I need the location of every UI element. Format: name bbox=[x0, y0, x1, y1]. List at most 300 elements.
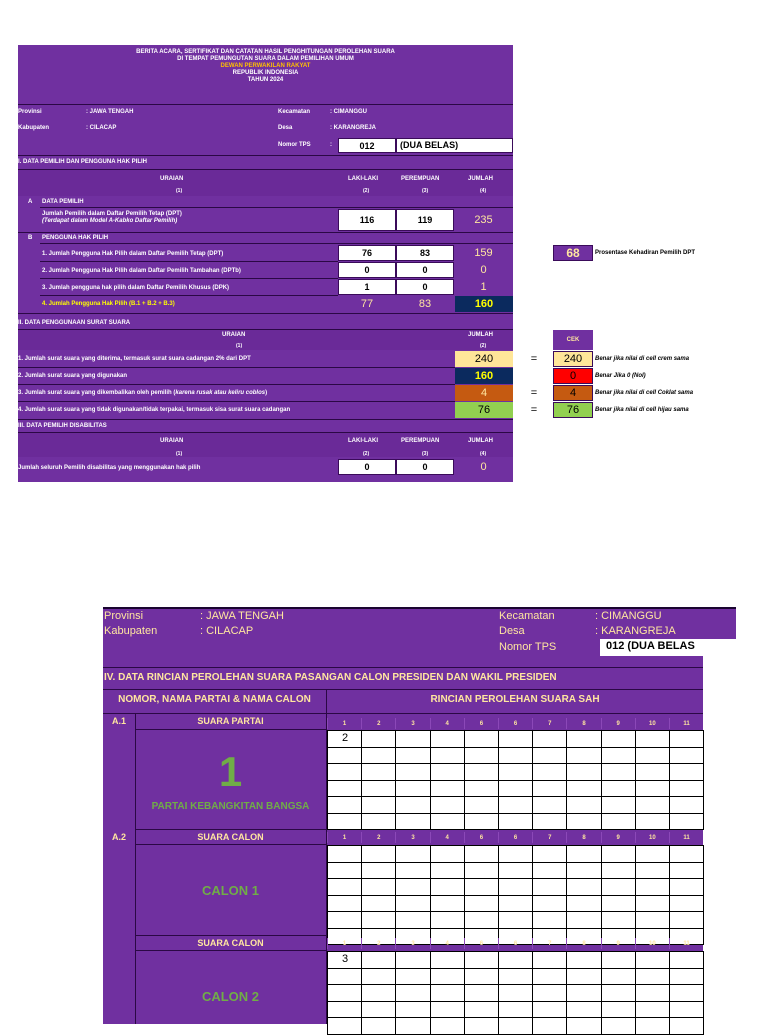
tally-cell[interactable] bbox=[601, 747, 636, 765]
tally-cell[interactable] bbox=[395, 951, 430, 969]
tally-cell[interactable] bbox=[566, 862, 601, 880]
tally-cell[interactable] bbox=[327, 878, 362, 896]
tps-label: Nomor TPS bbox=[278, 142, 311, 148]
col-jumlah-2: JUMLAH bbox=[468, 332, 493, 338]
col-perempuan-num-3: (3) bbox=[422, 451, 429, 457]
tally-cell[interactable] bbox=[430, 911, 465, 929]
col-uraian-2: URAIAN bbox=[222, 332, 246, 338]
col-perempuan: PEREMPUAN bbox=[401, 176, 440, 182]
tally-cell[interactable] bbox=[669, 780, 704, 798]
p2-kabupaten-label: Kabupaten bbox=[104, 625, 158, 637]
tally-column-header: 9 bbox=[601, 832, 635, 843]
provinsi-value: : JAWA TENGAH bbox=[86, 109, 134, 115]
tally-cell[interactable] bbox=[498, 813, 533, 831]
a2-code: A.2 bbox=[111, 832, 126, 842]
title-line-1: BERITA ACARA, SERTIFIKAT DAN CATATAN HASIL PENGHITUNGAN PEROLEHAN SUARA bbox=[136, 49, 395, 55]
tally-cell[interactable] bbox=[635, 796, 670, 814]
tally-cell[interactable] bbox=[566, 911, 601, 929]
tally-cell[interactable] bbox=[669, 984, 704, 1002]
tally-cell[interactable] bbox=[361, 763, 396, 781]
tally-cell[interactable] bbox=[361, 845, 396, 863]
tally-column-header: 3 bbox=[395, 832, 429, 843]
tally-cell[interactable] bbox=[669, 1001, 704, 1019]
tally-cell[interactable] bbox=[464, 1017, 499, 1035]
tally-cell[interactable] bbox=[464, 747, 499, 765]
tally-cell[interactable] bbox=[532, 984, 567, 1002]
tally-cell[interactable] bbox=[464, 780, 499, 798]
tally-cell[interactable] bbox=[430, 780, 465, 798]
tally-cell[interactable] bbox=[566, 813, 601, 831]
cek-header: CEK bbox=[553, 330, 593, 350]
tally-cell[interactable] bbox=[669, 895, 704, 913]
tally-cell[interactable] bbox=[566, 763, 601, 781]
tally-cell[interactable] bbox=[566, 845, 601, 863]
p2-kecamatan-value: : CIMANGGU bbox=[595, 610, 662, 622]
tally-cell[interactable] bbox=[532, 780, 567, 798]
tally-column-header: 8 bbox=[566, 832, 600, 843]
tally-column-header: 4 bbox=[430, 832, 464, 843]
tally-cell[interactable] bbox=[395, 984, 430, 1002]
col-uraian: URAIAN bbox=[160, 176, 184, 182]
a1-title: SUARA PARTAI bbox=[197, 716, 264, 726]
b2-perempuan: 0 bbox=[396, 262, 454, 278]
tally-cell[interactable] bbox=[566, 968, 601, 986]
tally-cell[interactable] bbox=[635, 845, 670, 863]
tally-cell[interactable] bbox=[532, 951, 567, 969]
tally-cell[interactable] bbox=[532, 796, 567, 814]
tally-cell[interactable] bbox=[327, 845, 362, 863]
section-1-title: I. DATA PEMILIH DAN PENGGUNA HAK PILIH bbox=[18, 159, 147, 165]
tally-cell[interactable] bbox=[601, 878, 636, 896]
d1-laki: 0 bbox=[338, 459, 396, 475]
tally-column-header: 1 bbox=[327, 832, 361, 843]
title-highlight: DEWAN PERWAKILAN RAKYAT bbox=[220, 63, 311, 69]
rule bbox=[40, 261, 338, 262]
tally-cell[interactable] bbox=[498, 951, 533, 969]
tally-cell[interactable] bbox=[464, 968, 499, 986]
a1-jumlah: 235 bbox=[474, 214, 493, 226]
calon-1-name: CALON 1 bbox=[201, 883, 260, 898]
col-header-bg bbox=[18, 170, 513, 196]
tally-cell[interactable] bbox=[601, 951, 636, 969]
tally-cell[interactable] bbox=[498, 968, 533, 986]
tally-cell[interactable] bbox=[566, 1001, 601, 1019]
p2-tps-label: Nomor TPS bbox=[499, 641, 557, 653]
tally-cell[interactable] bbox=[498, 1001, 533, 1019]
tally-cell[interactable] bbox=[566, 796, 601, 814]
tally-cell[interactable] bbox=[566, 984, 601, 1002]
rule bbox=[40, 243, 513, 244]
s1-label: 1. Jumlah surat suara yang diterima, termasuk surat suara cadangan 2% dari DPT bbox=[18, 356, 251, 362]
tally-cell[interactable] bbox=[635, 1017, 670, 1035]
rule bbox=[40, 207, 513, 208]
b1-laki: 76 bbox=[338, 245, 396, 261]
tally-cell[interactable] bbox=[395, 796, 430, 814]
tally-cell[interactable] bbox=[361, 796, 396, 814]
tally-cell[interactable] bbox=[395, 1017, 430, 1035]
tally-cell[interactable] bbox=[601, 968, 636, 986]
tally-cell[interactable] bbox=[498, 895, 533, 913]
tally-cell[interactable] bbox=[635, 895, 670, 913]
tally-cell[interactable] bbox=[464, 951, 499, 969]
tally-cell[interactable] bbox=[635, 763, 670, 781]
tally-column-header: 1 bbox=[327, 938, 361, 949]
rule bbox=[18, 313, 513, 314]
tps-words: (DUA BELAS) bbox=[400, 140, 459, 150]
tally-cell[interactable] bbox=[669, 951, 704, 969]
tally-cell[interactable] bbox=[498, 878, 533, 896]
tally-cell[interactable] bbox=[532, 895, 567, 913]
tally-cell[interactable] bbox=[532, 763, 567, 781]
rule bbox=[18, 401, 455, 402]
s2-note: Benar Jika 0 (Nol) bbox=[595, 373, 646, 379]
tally-cell[interactable] bbox=[601, 813, 636, 831]
p2-kecamatan-label: Kecamatan bbox=[499, 610, 555, 622]
s3-label-c: ) bbox=[265, 390, 268, 396]
col-laki-num-3: (2) bbox=[363, 451, 370, 457]
tally-cell[interactable] bbox=[464, 895, 499, 913]
tally-cell[interactable] bbox=[669, 845, 704, 863]
rule bbox=[135, 935, 326, 936]
tally-cell[interactable] bbox=[430, 845, 465, 863]
tally-column-header: 3 bbox=[395, 718, 429, 729]
tally-cell[interactable] bbox=[395, 878, 430, 896]
tally-cell[interactable] bbox=[532, 845, 567, 863]
tally-cell[interactable] bbox=[635, 878, 670, 896]
title-line-4: TAHUN 2024 bbox=[247, 77, 284, 83]
tally-cell[interactable] bbox=[430, 878, 465, 896]
tally-cell[interactable] bbox=[395, 763, 430, 781]
tally-cell[interactable] bbox=[430, 796, 465, 814]
tally-cell[interactable] bbox=[464, 878, 499, 896]
tally-cell[interactable] bbox=[327, 984, 362, 1002]
tally-column-header: 1 bbox=[327, 718, 361, 729]
tally-cell[interactable] bbox=[635, 862, 670, 880]
s4-jumlah: 76 bbox=[455, 402, 513, 418]
tally-column-header: 3 bbox=[395, 938, 429, 949]
tally-cell[interactable] bbox=[498, 763, 533, 781]
tally-cell[interactable] bbox=[361, 780, 396, 798]
tally-cell[interactable] bbox=[635, 951, 670, 969]
tally-cell[interactable] bbox=[498, 911, 533, 929]
form-title bbox=[18, 49, 513, 84]
tally-cell[interactable] bbox=[566, 951, 601, 969]
tally-cell[interactable] bbox=[361, 878, 396, 896]
tally-cell[interactable] bbox=[464, 984, 499, 1002]
tally-cell[interactable] bbox=[430, 730, 465, 748]
b4-label: 4. Jumlah Pengguna Hak Pilih (B.1 + B.2 + B.3) bbox=[42, 301, 175, 307]
tally-column-header: 8 bbox=[566, 938, 600, 949]
tally-cell[interactable] bbox=[327, 747, 362, 765]
tally-cell[interactable] bbox=[361, 862, 396, 880]
tally-cell[interactable] bbox=[498, 796, 533, 814]
tally-cell[interactable] bbox=[532, 813, 567, 831]
tally-cell[interactable] bbox=[601, 730, 636, 748]
tally-cell[interactable] bbox=[532, 968, 567, 986]
col-perempuan-num: (3) bbox=[422, 188, 429, 194]
tally-cell[interactable] bbox=[361, 984, 396, 1002]
tally-cell[interactable] bbox=[532, 862, 567, 880]
tally-cell[interactable] bbox=[361, 911, 396, 929]
tally-cell[interactable] bbox=[498, 984, 533, 1002]
tally-cell[interactable] bbox=[635, 730, 670, 748]
tally-cell[interactable] bbox=[566, 895, 601, 913]
rule bbox=[18, 232, 513, 233]
tally-cell[interactable] bbox=[601, 780, 636, 798]
tally-cell[interactable] bbox=[669, 747, 704, 765]
col-uraian-num: (1) bbox=[176, 188, 183, 194]
title-line-3: REPUBLIK INDONESIA bbox=[232, 70, 299, 76]
kecamatan-value: : CIMANGGU bbox=[330, 109, 367, 115]
s4-label: 4. Jumlah surat suara yang tidak digunakan/tidak terpakai, termasuk sisa surat suara cadangan bbox=[18, 407, 291, 413]
tally-cell[interactable] bbox=[532, 878, 567, 896]
tally-cell[interactable] bbox=[430, 895, 465, 913]
tally-cell[interactable] bbox=[498, 780, 533, 798]
p2-tps-value: 012 (DUA BELAS bbox=[606, 640, 695, 652]
tally-cell[interactable] bbox=[498, 1017, 533, 1035]
section-3-title: III. DATA PEMILIH DISABILITAS bbox=[18, 423, 107, 429]
tally-cell[interactable] bbox=[601, 796, 636, 814]
tally-cell[interactable] bbox=[430, 1001, 465, 1019]
b2-label: 2. Jumlah Pengguna Hak Pilih dalam Daftar Pemilih Tambahan (DPTb) bbox=[42, 268, 241, 274]
s3-label bbox=[18, 390, 267, 396]
tally-cell[interactable] bbox=[566, 878, 601, 896]
tally-cell[interactable] bbox=[464, 862, 499, 880]
kabupaten-label: Kabupaten bbox=[18, 125, 50, 131]
tally-cell[interactable] bbox=[395, 845, 430, 863]
a1-perempuan: 119 bbox=[396, 209, 454, 231]
tally-cell[interactable] bbox=[361, 813, 396, 831]
tally-cell[interactable] bbox=[669, 796, 704, 814]
tally-cell[interactable] bbox=[430, 984, 465, 1002]
section-4-title: IV. DATA RINCIAN PEROLEHAN SUARA PASANGAN CALON PRESIDEN DAN WAKIL PRESIDEN bbox=[104, 672, 557, 683]
tally-cell[interactable] bbox=[669, 1017, 704, 1035]
s1-note: Benar jika nilai di cell crem sama bbox=[595, 356, 690, 362]
tally-cell[interactable] bbox=[601, 911, 636, 929]
tally-cell[interactable] bbox=[566, 730, 601, 748]
tally-cell[interactable] bbox=[361, 1017, 396, 1035]
tally-cell[interactable]: 2 bbox=[327, 730, 362, 748]
tally-cell[interactable] bbox=[601, 862, 636, 880]
tally-cell[interactable] bbox=[327, 780, 362, 798]
tally-cell[interactable] bbox=[327, 763, 362, 781]
s4-note: Benar jika nilai di cell hijau sama bbox=[595, 407, 689, 413]
b-title: PENGGUNA HAK PILIH bbox=[42, 235, 109, 241]
tally-cell[interactable] bbox=[635, 968, 670, 986]
a1-code: A.1 bbox=[111, 716, 126, 726]
tally-cell[interactable] bbox=[601, 845, 636, 863]
tally-cell[interactable] bbox=[361, 895, 396, 913]
rule bbox=[18, 419, 513, 420]
kehadiran-label: Prosentase Kehadiran Pemilih DPT bbox=[595, 250, 696, 256]
tally-cell[interactable] bbox=[361, 951, 396, 969]
tally-cell[interactable] bbox=[635, 747, 670, 765]
tally-cell[interactable] bbox=[361, 1001, 396, 1019]
rule bbox=[40, 295, 338, 296]
s2-jumlah: 160 bbox=[455, 368, 513, 384]
tally-cell[interactable] bbox=[395, 780, 430, 798]
a-code: A bbox=[28, 199, 33, 205]
tally-cell[interactable] bbox=[498, 845, 533, 863]
tally-cell[interactable] bbox=[327, 1017, 362, 1035]
a1-line2: (Terdapat dalam Model A-Kabko Daftar Pemilih) bbox=[42, 218, 178, 224]
tally-column-header: 2 bbox=[361, 718, 395, 729]
tally-column-header: 6 bbox=[498, 718, 532, 729]
tally-cell[interactable] bbox=[395, 813, 430, 831]
tally-cell[interactable] bbox=[395, 862, 430, 880]
tally-cell[interactable] bbox=[430, 1017, 465, 1035]
tally-column-header: 6 bbox=[464, 718, 498, 729]
party-number: 1 bbox=[218, 748, 243, 795]
tally-cell[interactable] bbox=[532, 911, 567, 929]
tally-cell[interactable] bbox=[669, 968, 704, 986]
rule bbox=[135, 950, 326, 951]
tally-cell[interactable] bbox=[430, 968, 465, 986]
tally-cell[interactable] bbox=[430, 747, 465, 765]
tally-cell[interactable] bbox=[464, 730, 499, 748]
tally-cell[interactable] bbox=[464, 763, 499, 781]
tally-column-header: 6 bbox=[464, 938, 498, 949]
tally-cell[interactable] bbox=[361, 730, 396, 748]
tally-cell[interactable] bbox=[635, 911, 670, 929]
tally-cell[interactable] bbox=[395, 968, 430, 986]
tally-cell[interactable] bbox=[566, 747, 601, 765]
b1-jumlah: 159 bbox=[474, 247, 493, 259]
tally-cell[interactable] bbox=[395, 747, 430, 765]
tally-cell[interactable] bbox=[601, 1017, 636, 1035]
s4-eq: = bbox=[530, 404, 538, 416]
tally-cell[interactable] bbox=[601, 763, 636, 781]
col-jumlah-3: JUMLAH bbox=[468, 438, 493, 444]
tally-cell[interactable] bbox=[635, 813, 670, 831]
tally-cell[interactable] bbox=[669, 763, 704, 781]
p2-desa-value: : KARANGREJA bbox=[595, 625, 676, 637]
a2-title: SUARA CALON bbox=[197, 832, 264, 842]
tally-cell[interactable] bbox=[498, 730, 533, 748]
b-code: B bbox=[28, 235, 33, 241]
tally-cell[interactable] bbox=[395, 911, 430, 929]
tally-cell[interactable] bbox=[395, 730, 430, 748]
b1-label: 1. Jumlah Pengguna Hak Pilih dalam Daftar Pemilih Tetap (DPT) bbox=[42, 251, 224, 257]
s3-label-b: karena rusak atau keliru coblos bbox=[175, 390, 266, 396]
tally-cell[interactable] bbox=[635, 1001, 670, 1019]
tally-cell[interactable] bbox=[327, 796, 362, 814]
s1-eq: = bbox=[530, 353, 538, 365]
tally-cell[interactable] bbox=[327, 968, 362, 986]
tally-cell[interactable] bbox=[464, 1001, 499, 1019]
rule bbox=[135, 729, 326, 730]
col-laki-num: (2) bbox=[363, 188, 370, 194]
tally-column-header: 4 bbox=[430, 718, 464, 729]
tally-cell[interactable] bbox=[601, 1001, 636, 1019]
p2-provinsi-value: : JAWA TENGAH bbox=[200, 610, 284, 622]
tally-column-header: 8 bbox=[566, 718, 600, 729]
tally-column-header: 10 bbox=[635, 832, 669, 843]
b4-jumlah: 160 bbox=[455, 296, 513, 312]
tally-cell[interactable] bbox=[327, 895, 362, 913]
tps-value: 012 bbox=[338, 138, 396, 153]
tally-cell[interactable] bbox=[498, 747, 533, 765]
tally-cell[interactable] bbox=[498, 862, 533, 880]
rule bbox=[18, 155, 513, 156]
tally-column-header: 9 bbox=[601, 938, 635, 949]
tally-cell[interactable] bbox=[464, 911, 499, 929]
tally-cell[interactable] bbox=[635, 984, 670, 1002]
tally-column-header: 7 bbox=[532, 832, 566, 843]
tally-column-header: 7 bbox=[532, 938, 566, 949]
s1-jumlah: 240 bbox=[455, 351, 513, 367]
b4-perempuan: 83 bbox=[418, 298, 432, 310]
tally-cell[interactable] bbox=[361, 747, 396, 765]
tally-cell[interactable] bbox=[601, 984, 636, 1002]
tally-cell[interactable] bbox=[327, 911, 362, 929]
b1-perempuan: 83 bbox=[396, 245, 454, 261]
tally-cell[interactable] bbox=[327, 813, 362, 831]
title-line-2: DI TEMPAT PEMUNGUTAN SUARA DALAM PEMILIHAN UMUM bbox=[177, 56, 354, 62]
tally-column-header: 7 bbox=[532, 718, 566, 729]
tally-cell[interactable] bbox=[532, 730, 567, 748]
section-2-title: II. DATA PENGGUNAAN SURAT SUARA bbox=[18, 320, 131, 326]
tally-cell[interactable] bbox=[430, 763, 465, 781]
tally-cell[interactable] bbox=[361, 968, 396, 986]
tally-cell[interactable] bbox=[669, 878, 704, 896]
col-right-header: RINCIAN PEROLEHAN SUARA SAH bbox=[430, 694, 600, 705]
desa-value: : KARANGREJA bbox=[330, 125, 377, 131]
tally-cell[interactable] bbox=[566, 780, 601, 798]
tally-cell[interactable] bbox=[532, 1001, 567, 1019]
col-perempuan-3: PEREMPUAN bbox=[401, 438, 440, 444]
tally-cell[interactable] bbox=[532, 1017, 567, 1035]
tally-cell[interactable] bbox=[669, 730, 704, 748]
tally-cell[interactable] bbox=[464, 813, 499, 831]
tally-cell[interactable] bbox=[669, 911, 704, 929]
tally-cell[interactable] bbox=[532, 747, 567, 765]
d1-perempuan: 0 bbox=[396, 459, 454, 475]
tally-column-header: 6 bbox=[498, 938, 532, 949]
provinsi-label: Provinsi bbox=[18, 109, 42, 115]
tally-cell[interactable] bbox=[635, 780, 670, 798]
b3-laki: 1 bbox=[338, 279, 396, 295]
tally-cell[interactable] bbox=[395, 1001, 430, 1019]
s3-jumlah: 4 bbox=[455, 385, 513, 401]
tally-cell[interactable] bbox=[601, 895, 636, 913]
tally-cell[interactable] bbox=[430, 951, 465, 969]
a1-laki: 116 bbox=[338, 209, 396, 231]
tally-cell[interactable] bbox=[669, 813, 704, 831]
tally-cell[interactable] bbox=[566, 1017, 601, 1035]
b3-label: 3. Jumlah pengguna hak pilih dalam Daftar Pemilih Khusus (DPK) bbox=[42, 285, 230, 291]
s3-cek: 4 bbox=[553, 385, 593, 401]
tally-cell[interactable] bbox=[327, 1001, 362, 1019]
col-left-header: NOMOR, NAMA PARTAI & NAMA CALON bbox=[118, 694, 311, 705]
col-jumlah-num: (4) bbox=[480, 188, 487, 194]
tally-column-header: 9 bbox=[601, 718, 635, 729]
rule bbox=[18, 384, 455, 385]
tally-cell[interactable] bbox=[430, 862, 465, 880]
tally-cell[interactable] bbox=[669, 862, 704, 880]
rule bbox=[135, 829, 326, 830]
tally-cell[interactable] bbox=[395, 895, 430, 913]
col-jumlah-num-3: (4) bbox=[480, 451, 487, 457]
tally-cell[interactable] bbox=[327, 862, 362, 880]
tally-column-header: 6 bbox=[498, 832, 532, 843]
rule bbox=[103, 607, 736, 609]
tally-cell[interactable] bbox=[464, 796, 499, 814]
tally-cell[interactable] bbox=[430, 813, 465, 831]
tally-cell[interactable] bbox=[464, 845, 499, 863]
col-jumlah-num-2: (2) bbox=[480, 343, 487, 349]
tally-cell[interactable]: 3 bbox=[327, 951, 362, 969]
